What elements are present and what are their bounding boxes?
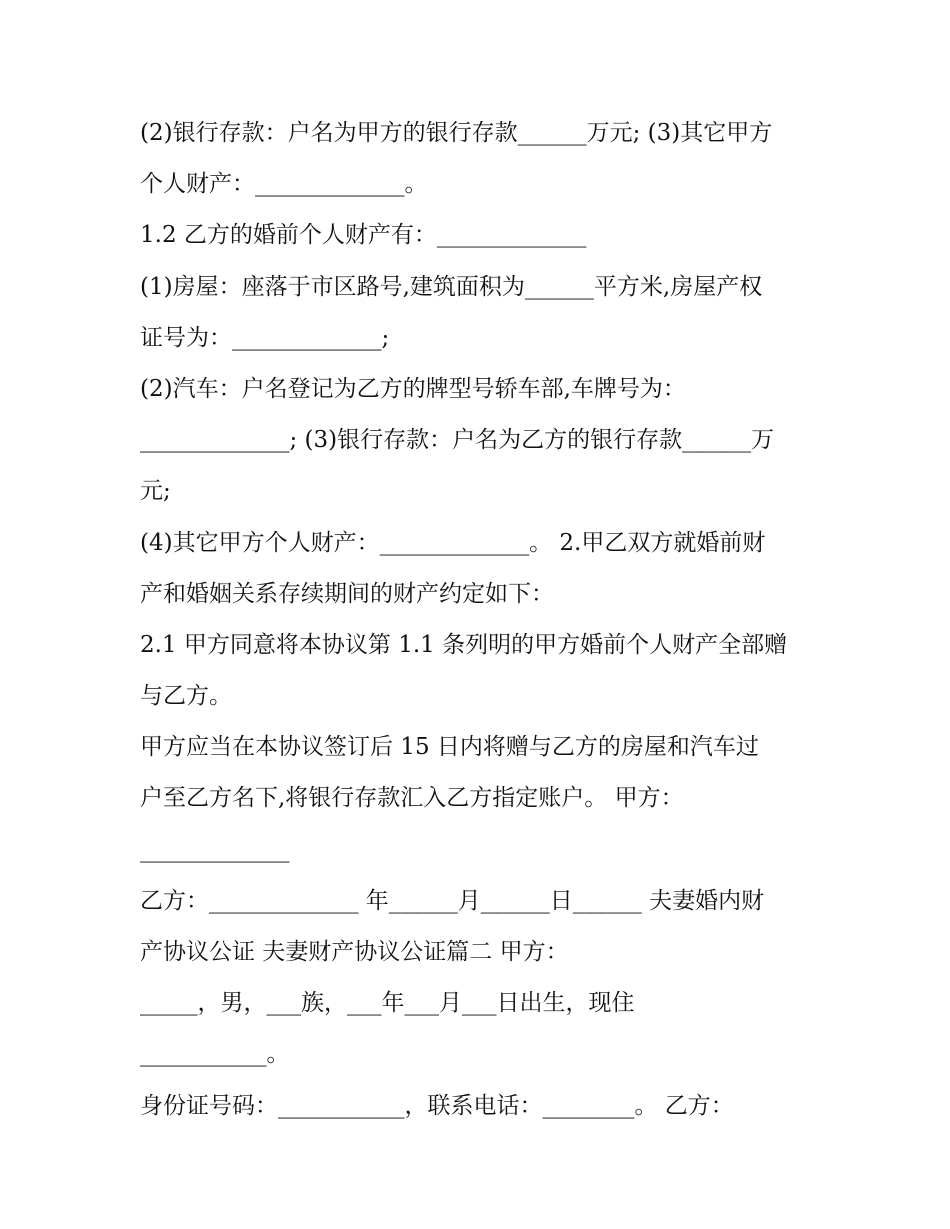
text-line: _____，男，___族，___年___月___日出生，现住 [140, 990, 635, 1017]
text-line: (2)汽车：户名登记为乙方的牌型号轿车部,车牌号为： [140, 375, 686, 402]
text-line: ___________。 [140, 1041, 290, 1068]
text-line: 1.2 乙方的婚前个人财产有：_____________ [140, 222, 587, 249]
text-line: 户至乙方名下,将银行存款汇入乙方指定账户。 甲方： [140, 785, 684, 812]
text-line: 乙方：_____________ 年______月______日______ 夫妻婚内财 [140, 887, 765, 914]
text-line: 元; [140, 478, 171, 505]
text-line: 2.1 甲方同意将本协议第 1.1 条列明的甲方婚前个人财产全部赠 [140, 631, 788, 658]
text-line: _____________ [140, 836, 290, 863]
text-line: 甲方应当在本协议签订后 15 日内将赠与乙方的房屋和汽车过 [140, 734, 759, 761]
text-line: 身份证号码：___________，联系电话：________。 乙方： [140, 1092, 734, 1119]
text-line: 个人财产：_____________。 [140, 171, 428, 198]
text-line: (2)银行存款：户名为甲方的银行存款______万元; (3)其它甲方 [140, 120, 773, 146]
text-line: (4)其它甲方个人财产：_____________。 2.甲乙双方就婚前财 [140, 529, 766, 556]
text-line: 产协议公证 夫妻财产协议公证篇二 甲方： [140, 939, 569, 965]
text-line: 与乙方。 [140, 683, 232, 710]
text-line: (1)房屋：座落于市区路号,建筑面积为______平方米,房屋产权 [140, 273, 763, 300]
text-line: 产和婚姻关系存续期间的财产约定如下： [140, 580, 554, 607]
document-page [140, 108, 820, 1132]
text-line: _____________; (3)银行存款：户名为乙方的银行存款______万 [140, 427, 775, 454]
text-line: 证号为：_____________; [140, 324, 390, 351]
